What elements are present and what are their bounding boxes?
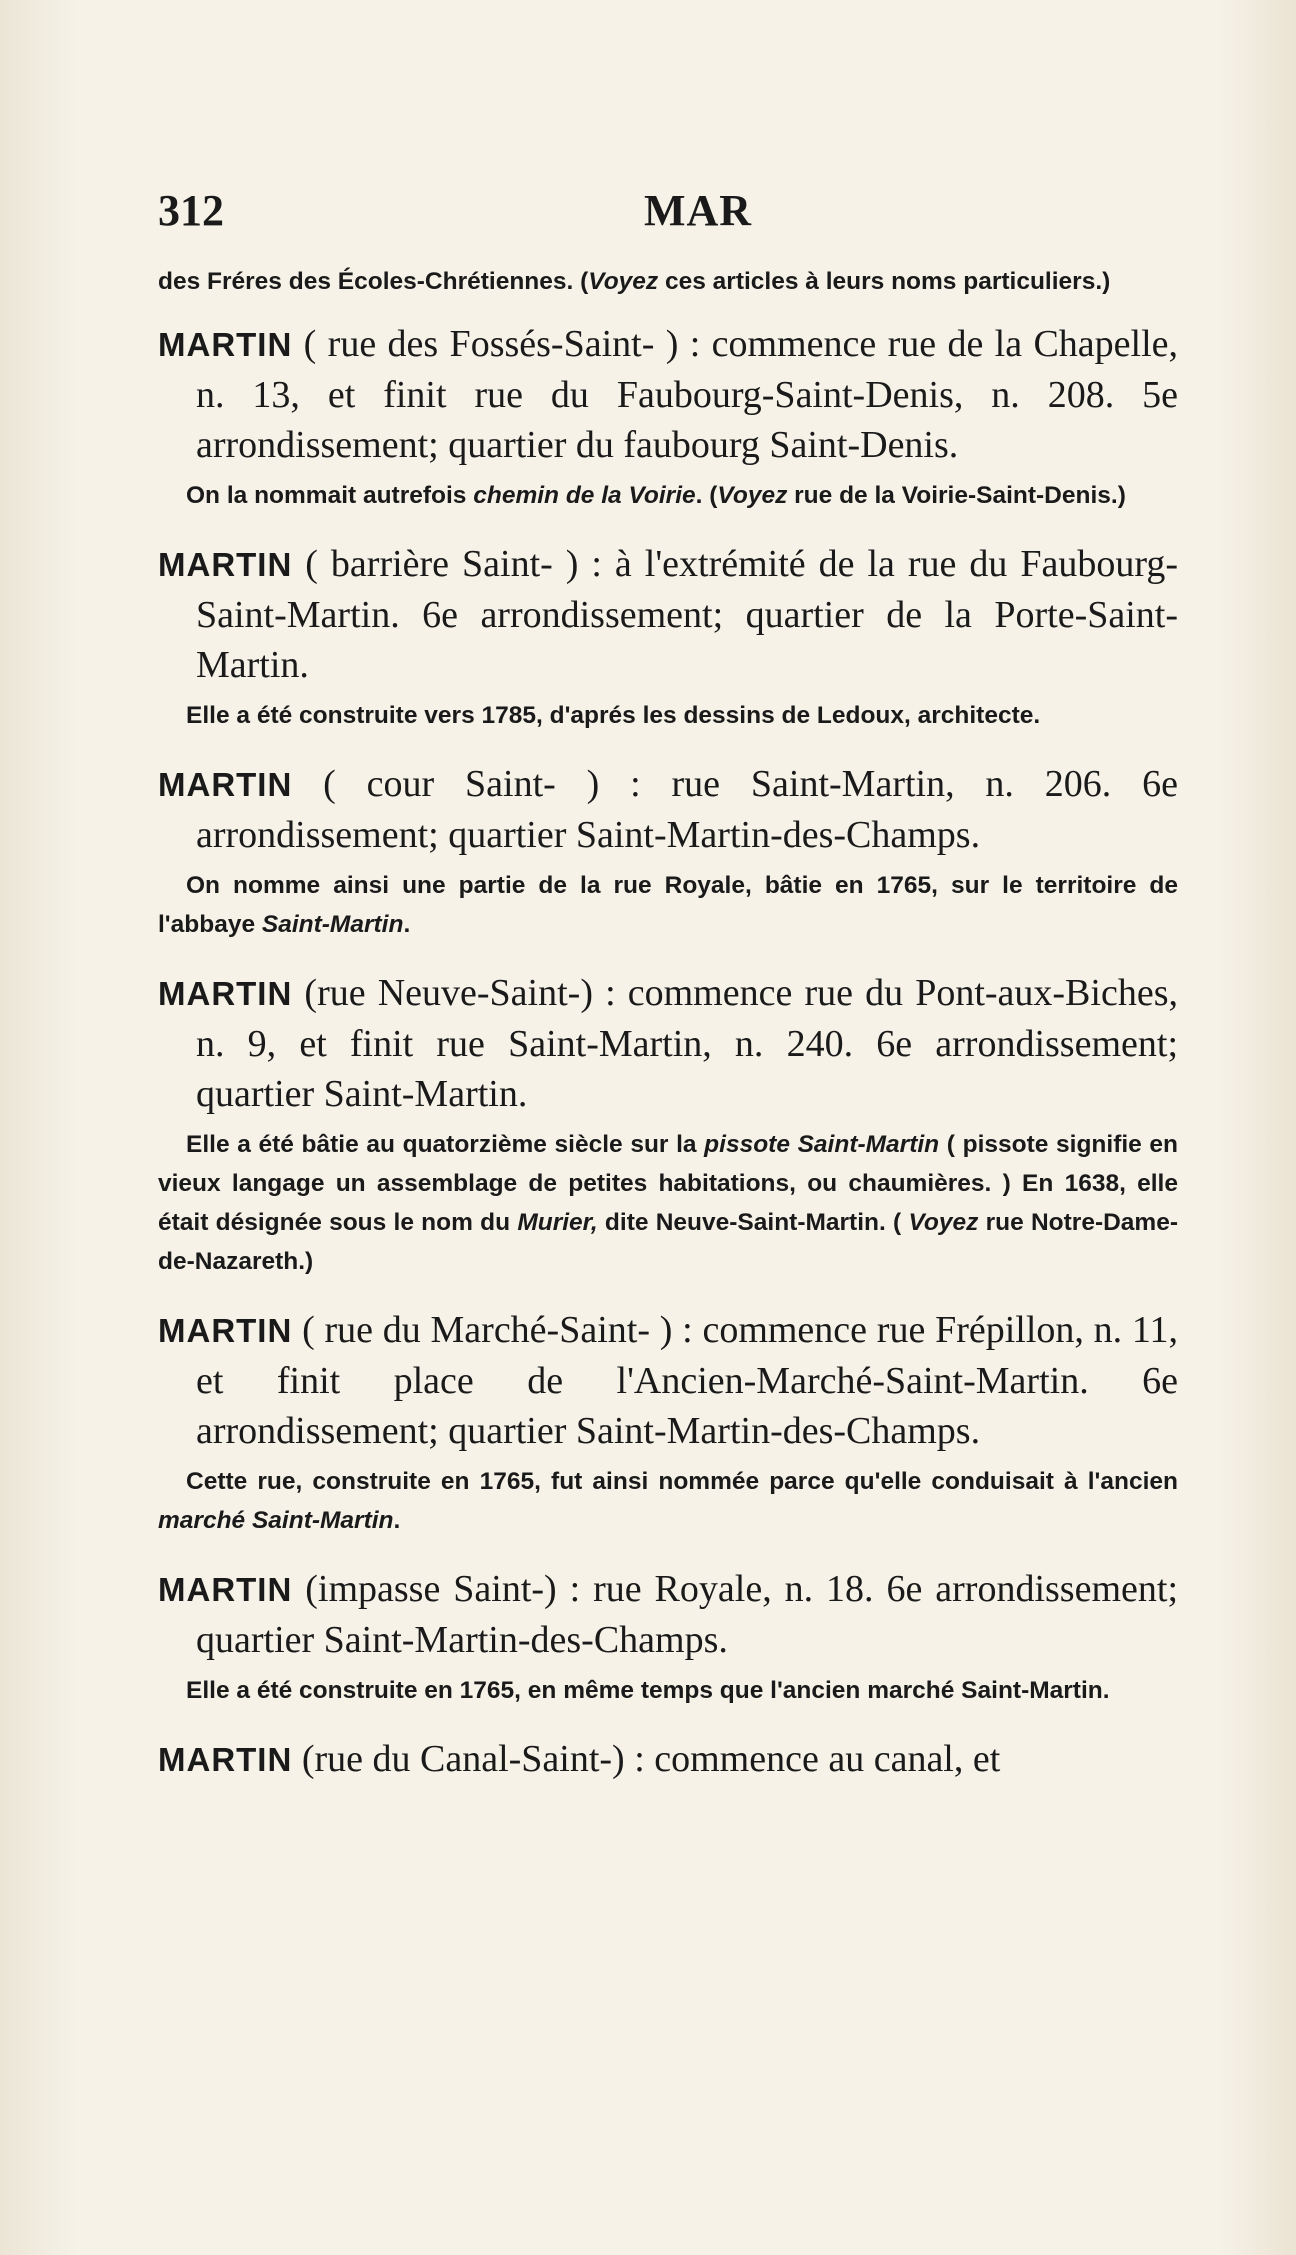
- entry-martin-barriere: [158, 539, 1178, 690]
- page-body: [158, 262, 1178, 1791]
- entry-text: ( rue du Marché-Saint- ) : commence rue Frépillon, n. 11, et finit place de l'Ancien-Marché-Saint-Martin. 6e arrondissement; quartier Saint-Martin-des-Champs.: [196, 1309, 1178, 1452]
- entry-headword: MARTIN: [158, 1571, 293, 1608]
- entry-note: Elle a été construite en 1765, en même temps que l'ancien marché Saint-Martin.: [186, 1677, 1110, 1704]
- entry-text: ( barrière Saint- ) : à l'extrémité de la rue du Faubourg-Saint-Martin. 6e arrondissement; quartier de la Porte-Saint-Martin.: [196, 543, 1178, 686]
- entry-martin-neuve: [158, 968, 1178, 1119]
- entry-text: ( cour Saint- ) : rue Saint-Martin, n. 206. 6e arrondissement; quartier Saint-Martin-des-Champs.: [196, 763, 1178, 856]
- entry-headword: MARTIN: [158, 1741, 293, 1778]
- entry-note: Cette rue, construite en 1765, fut ainsi nommée parce qu'elle conduisait à l'ancien marché Saint-Martin.: [158, 1468, 1178, 1534]
- page-header: [158, 185, 1178, 245]
- entry-text: (impasse Saint-) : rue Royale, n. 18. 6e arrondissement; quartier Saint-Martin-des-Champs.: [196, 1568, 1178, 1661]
- entry-headword: MARTIN: [158, 766, 293, 803]
- carryover-note: des Fréres des Écoles-Chrétiennes. (Voyez ces articles à leurs noms particuliers.): [158, 268, 1111, 295]
- entry-martin-cour: [158, 759, 1178, 860]
- entry-martin-fosses: [158, 319, 1178, 470]
- entry-note: Elle a été bâtie au quatorzième siècle sur la pissote Saint-Martin ( pissote signifie en vieux langage un assemblage de petites habitations, ou chaumières. ) En 1638, elle était désignée sous le nom du Murier, dite Neuve-Saint-Martin. ( Voyez rue Notre-Dame-de-Nazareth.): [158, 1131, 1179, 1275]
- entry-martin-impasse: [158, 1564, 1178, 1665]
- entry-martin-marche: [158, 1305, 1178, 1456]
- entry-headword: MARTIN: [158, 975, 293, 1012]
- entry-note: On la nommait autrefois chemin de la Voirie. (Voyez rue de la Voirie-Saint-Denis.): [186, 482, 1126, 509]
- running-head: MAR: [643, 186, 753, 235]
- entry-headword: MARTIN: [158, 1312, 293, 1349]
- entry-text: (rue du Canal-Saint-) : commence au canal, et: [292, 1738, 1001, 1780]
- entry-text: (rue Neuve-Saint-) : commence rue du Pont-aux-Biches, n. 9, et finit rue Saint-Martin, n. 240. 6e arrondissement; quartier Saint-Martin.: [196, 972, 1178, 1115]
- entry-headword: MARTIN: [158, 326, 293, 363]
- entry-headword: MARTIN: [158, 546, 293, 583]
- entry-martin-canal: [158, 1734, 1178, 1785]
- entry-note: Elle a été construite vers 1785, d'aprés les dessins de Ledoux, architecte.: [186, 702, 1041, 729]
- entry-note: On nomme ainsi une partie de la rue Royale, bâtie en 1765, sur le territoire de l'abbaye Saint-Martin.: [158, 872, 1178, 938]
- page-number: 312: [158, 186, 224, 235]
- entry-text: ( rue des Fossés-Saint- ) : commence rue de la Chapelle, n. 13, et finit rue du Faubourg-Saint-Denis, n. 208. 5e arrondissement; quartier du faubourg Saint-Denis.: [196, 323, 1178, 466]
